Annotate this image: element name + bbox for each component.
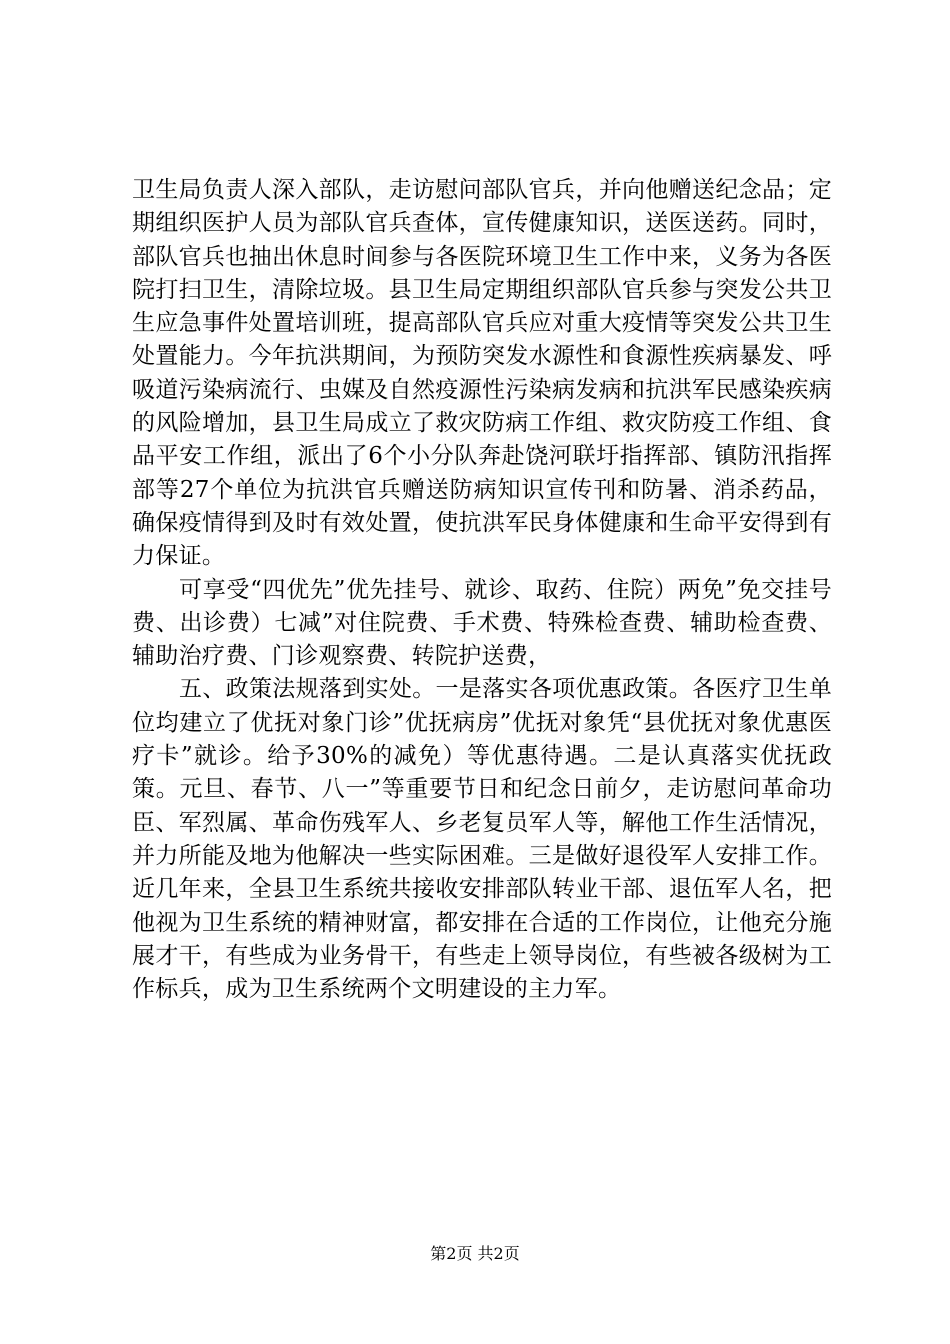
page-number-footer: 第2页 共2页 — [430, 1244, 520, 1263]
document-body — [132, 174, 832, 1006]
paragraph-3: 五、政策法规落到实处。一是落实各项优惠政策。各医疗卫生单位均建立了优抚对象门诊”优抚病房”优抚对象凭“县优抚对象优惠医疗卡”就诊。给予30%的减免）等优惠待遇。二是认真落实优抚政策。元旦、春节、八一”等重要节日和纪念日前夕，走访慰问革命功臣、军烈属、革命伤残军人、乡老复员军人等，解他工作生活情况，并力所能及地为他解决一些实际困难。三是做好退役军人安排工作。近几年来，全县卫生系统共接收安排部队转业干部、退伍军人名，把他视为卫生系统的精神财富，都安排在合适的工作岗位，让他充分施展才干，有些成为业务骨干，有些走上领导岗位，有些被各级树为工作标兵，成为卫生系统两个文明建设的主力军。 — [132, 676, 832, 1003]
paragraph-2: 可享受“四优先”优先挂号、就诊、取药、住院）两免”免交挂号费、出诊费）七减”对住院费、手术费、特殊检查费、辅助检查费、辅助治疗费、门诊观察费、转院护送费， — [132, 576, 832, 670]
paragraph-1: 卫生局负责人深入部队，走访慰问部队官兵，并向他赠送纪念品；定期组织医护人员为部队官兵查体，宣传健康知识，送医送药。同时，部队官兵也抽出休息时间参与各医院环境卫生工作中来，义务为各医院打扫卫生，清除垃圾。县卫生局定期组织部队官兵参与突发公共卫生应急事件处置培训班，提高部队官兵应对重大疫情等突发公共卫生处置能力。今年抗洪期间，为预防突发水源性和食源性疾病暴发、呼吸道污染病流行、虫媒及自然疫源性污染病发病和抗洪军民感染疾病的风险增加，县卫生局成立了救灾防病工作组、救灾防疫工作组、食品平安工作组，派出了6个小分队奔赴饶河联圩指挥部、镇防汛指挥部等27个单位为抗洪官兵赠送防病知识宣传刊和防暑、消杀药品，确保疫情得到及时有效处置，使抗洪军民身体健康和生命平安得到有力保证。 — [132, 177, 832, 570]
